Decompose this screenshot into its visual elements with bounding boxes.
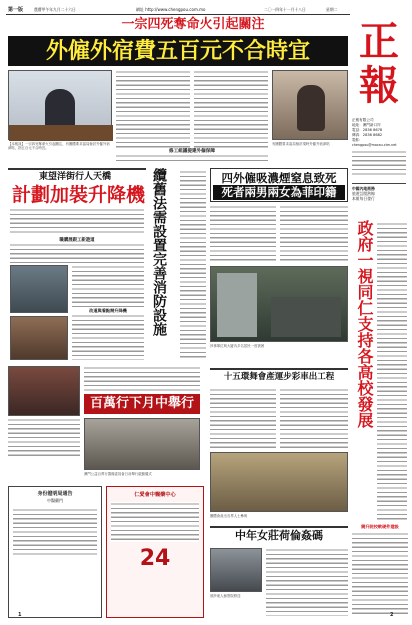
lead-col-2 [194, 70, 268, 148]
ad-box [8, 486, 102, 618]
lead-photo-2 [272, 70, 348, 140]
story6-col-1 [266, 548, 348, 616]
story2-kicker: 東望洋街行人天橋 [38, 172, 111, 182]
sidebar-info-line: 電郵：chengpou@macau.ctm.net [352, 138, 397, 147]
sidebar-vertical-headline [354, 220, 374, 428]
story5-headline: 十五環舞會產運步彩車出工程 [223, 372, 335, 382]
sidebar-vertical-headline-text: 政府一視同仁支持各高校發展 [355, 220, 374, 428]
vertical-story-text [180, 170, 206, 360]
logo-char-zheng: 正 [359, 18, 399, 65]
story6-headline-bar [210, 526, 348, 544]
sidebar-info-line: 正報有限公司 [352, 118, 374, 122]
sidebar-info [352, 118, 406, 178]
lead-headline: 外僱外宿費五百元不合時宜 [45, 38, 310, 64]
lead-photo-person [45, 89, 75, 129]
ad-box-2 [106, 486, 204, 618]
sidebar-info-line: 傳真：2836 8682 [352, 133, 383, 137]
sidebar-bottom-headline: 鏡升院校軟硬件建設 [361, 524, 399, 529]
lead-photo-2-caption: 有團體要求當局檢討現時外僱外宿津貼 [272, 142, 330, 146]
sidebar-promo-line: 旅遊訂閱熱線 [352, 191, 375, 196]
lead-headline-bar [8, 36, 348, 66]
website: 網址 http://www.chengpou.com.mo [136, 7, 206, 12]
lunar-date: 農曆甲午年九月二十六日 [34, 7, 76, 12]
story6-caption: 被涉案人檢察院移送 [210, 594, 241, 598]
story4-headline: 百萬行下月中舉行 [89, 396, 194, 411]
story3-photo-people [271, 297, 341, 337]
sidebar-promo-line: 本報每日發行 [352, 196, 375, 201]
ad-subtitle: 中醫藥門 [47, 498, 63, 503]
story4-col-2 [84, 366, 200, 392]
lead-photo-2-person [297, 85, 325, 131]
story4-headline-bar [84, 394, 200, 414]
sidebar-promo [352, 183, 406, 217]
lead-photo-desk [9, 125, 113, 141]
ad-text [13, 508, 97, 558]
sidebar-bottom-text [352, 532, 408, 614]
story5-col-1 [210, 388, 276, 448]
story2-subhead-2: 改道與看點開升降機 [89, 308, 127, 313]
story2-col-1 [10, 208, 144, 236]
story4-photo-2 [84, 418, 200, 470]
story2-col-2 [10, 243, 144, 263]
logo [352, 20, 406, 116]
story5-col-2 [280, 388, 348, 448]
lead-kicker: 一宗四死奪命火引起關注 [121, 17, 265, 32]
story2-headline: 計劃加裝升降機 [12, 184, 146, 206]
ad-title: 身份證明局通告 [37, 491, 73, 497]
lead-col-3 [116, 154, 268, 164]
vertical-story [150, 168, 180, 364]
story3-headline-1: 四外僱吸濃煙窒息致死 [221, 171, 337, 185]
story4-caption: 澳門公益百萬行籌備委員會日前舉行啟動儀式 [84, 472, 152, 476]
sidebar-info-line: 電話：2836 8678 [352, 128, 383, 132]
ad-org-text [111, 502, 199, 542]
story4-photo-1 [8, 366, 80, 416]
story2-col-4 [72, 314, 144, 360]
story2-photo-2 [10, 316, 68, 360]
story5-caption: 團體會產出各界人士參與 [210, 514, 248, 518]
lead-photo [8, 70, 112, 140]
lead-col-1 [116, 70, 190, 148]
story5-headline-bar [210, 368, 348, 384]
sidebar-promo-line: 中國內地商務 [352, 186, 375, 191]
story5-photo [210, 452, 348, 512]
ad-number: 24 [139, 546, 171, 571]
sidebar-info-line: 地址：澳門新口岸 [352, 123, 381, 127]
date: 二〇一四年十一月十八日 [264, 7, 306, 12]
ad-org: 仁愛會中醫藥中心 [134, 492, 176, 498]
story3-headline-2: 死者兩男兩女為菲印籍 [213, 185, 345, 200]
story2-subhead: 職購展跟工新遊道 [59, 238, 95, 243]
story4-col-1 [8, 418, 80, 456]
footer-number-2: 2 [390, 612, 394, 618]
story3-headline-box [210, 168, 348, 202]
story3-caption: 涉事單位與大廈內多名居民一度被困 [210, 344, 265, 348]
sidebar-info-filler [352, 150, 406, 178]
sidebar-story-text [377, 222, 407, 522]
story3-col-2 [280, 205, 348, 263]
story2-col-3 [72, 265, 144, 307]
story3-photo-building [217, 273, 257, 337]
top-strip [6, 4, 350, 15]
page-label: 第一版 [8, 7, 24, 13]
story3-col-1 [210, 205, 276, 263]
lead-subhead: 修工組議提建外僱保障 [169, 149, 215, 154]
story6-headline: 中年女莊荷倫姦碼 [235, 529, 323, 542]
story6-photo [210, 548, 262, 592]
story3-photo [210, 266, 348, 342]
footer-number-1: 1 [18, 612, 22, 618]
story2-photo [10, 265, 68, 313]
vertical-story-headline: 纜舊法需設置完善消防設施 [151, 168, 167, 336]
logo-char-bao: 報 [359, 62, 399, 109]
lead-photo-caption: 【本報訊】一宗四死奪命火引起關注，有團體要求當局檢討外僱外宿津貼，指五百元不合時宜。 [8, 142, 110, 151]
weekday: 星期二 [326, 7, 338, 12]
